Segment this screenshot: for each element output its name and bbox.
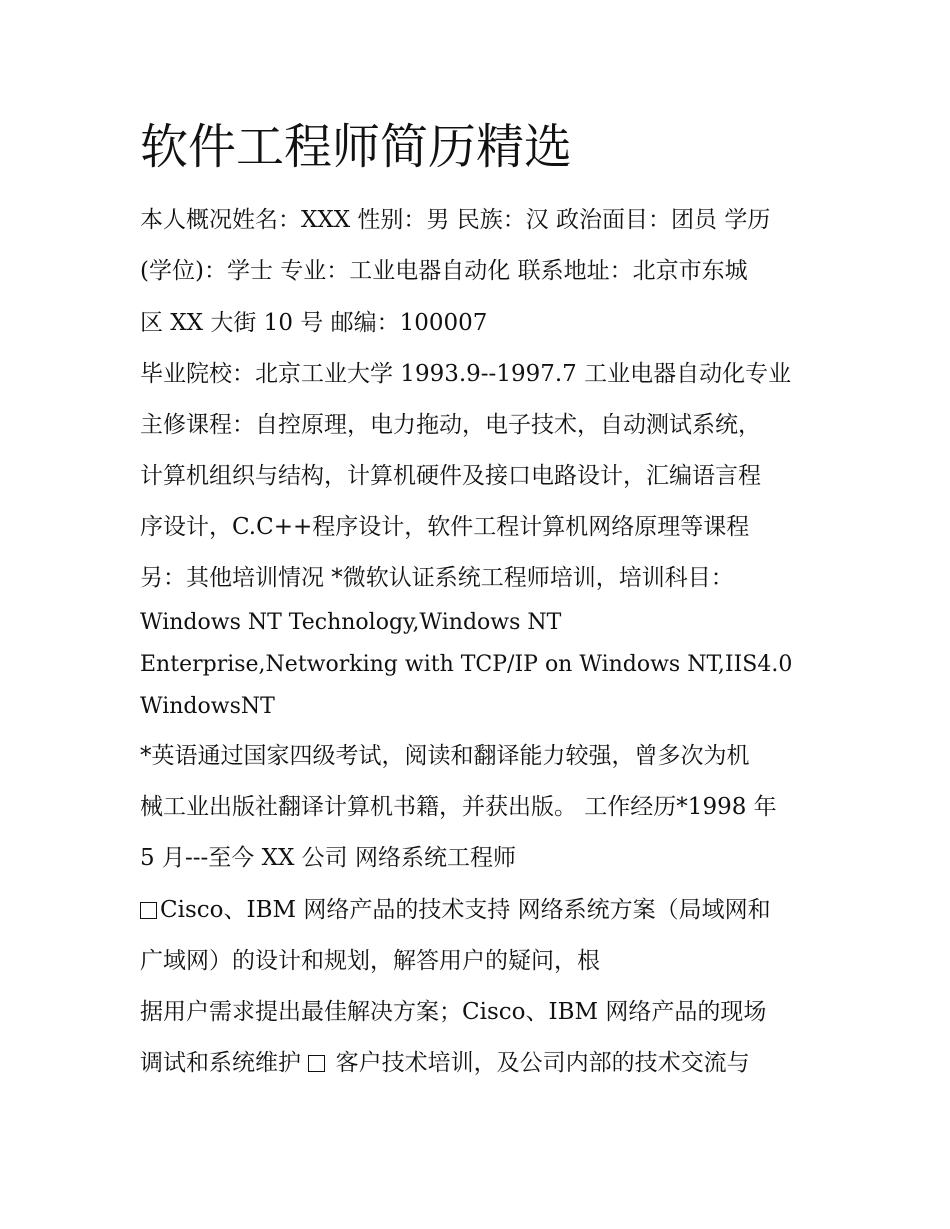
text-line-courses-2: 计算机组织与结构，计算机硬件及接口电路设计，汇编语言程 <box>140 463 761 489</box>
text-line-duty-2: 广域网）的设计和规划，解答用户的疑问，根 <box>140 948 600 974</box>
text-line-school: 毕业院校：北京工业大学 1993.9--1997.7 工业电器自动化专业 <box>140 361 792 387</box>
text-line-courses-1: 主修课程：自控原理，电力拖动，电子技术，自动测试系统， <box>140 412 761 438</box>
text-line-training-subjects-1: Windows NT Technology,Windows NT <box>140 610 562 635</box>
duty-1-text: Cisco、IBM 网络产品的技术支持 网络系统方案（局域网和 <box>160 897 771 923</box>
text-line-english-1: *英语通过国家四级考试，阅读和翻译能力较强，曾多次为机 <box>140 743 750 769</box>
text-line-courses-3: 序设计，C.C++程序设计，软件工程计算机网络原理等课程 <box>140 514 750 540</box>
document-title: 软件工程师简历精选 <box>140 119 573 175</box>
text-line-duty-1 <box>140 892 771 928</box>
text-line-profile: 本人概况姓名：XXX 性别：男 民族：汉 政治面目：团员 学历 <box>140 207 771 233</box>
text-line-duty-4 <box>140 1045 750 1081</box>
text-line-work-period: 5 月---至今 XX 公司 网络系统工程师 <box>140 845 516 871</box>
checkbox-icon <box>308 1055 325 1072</box>
text-line-training-subjects-3: WindowsNT <box>140 694 275 719</box>
text-line-duty-3: 据用户需求提出最佳解决方案；Cisco、IBM 网络产品的现场 <box>140 999 767 1025</box>
text-line-address: 区 XX 大街 10 号 邮编：100007 <box>140 310 488 336</box>
duty-5-text: 客户技术培训，及公司内部的技术交流与 <box>335 1050 750 1076</box>
checkbox-icon <box>140 902 157 919</box>
text-line-english-2: 械工业出版社翻译计算机书籍，并获出版。 工作经历*1998 年 <box>140 794 777 820</box>
duty-4-text: 调试和系统维护 <box>140 1050 301 1076</box>
text-line-degree: (学位)：学士 专业：工业电器自动化 联系地址：北京市东城 <box>140 258 748 284</box>
text-line-training-subjects-2: Enterprise,Networking with TCP/IP on Windows NT,IIS4.0 <box>140 652 793 677</box>
text-line-training: 另：其他培训情况 *微软认证系统工程师培训，培训科目： <box>140 565 734 591</box>
